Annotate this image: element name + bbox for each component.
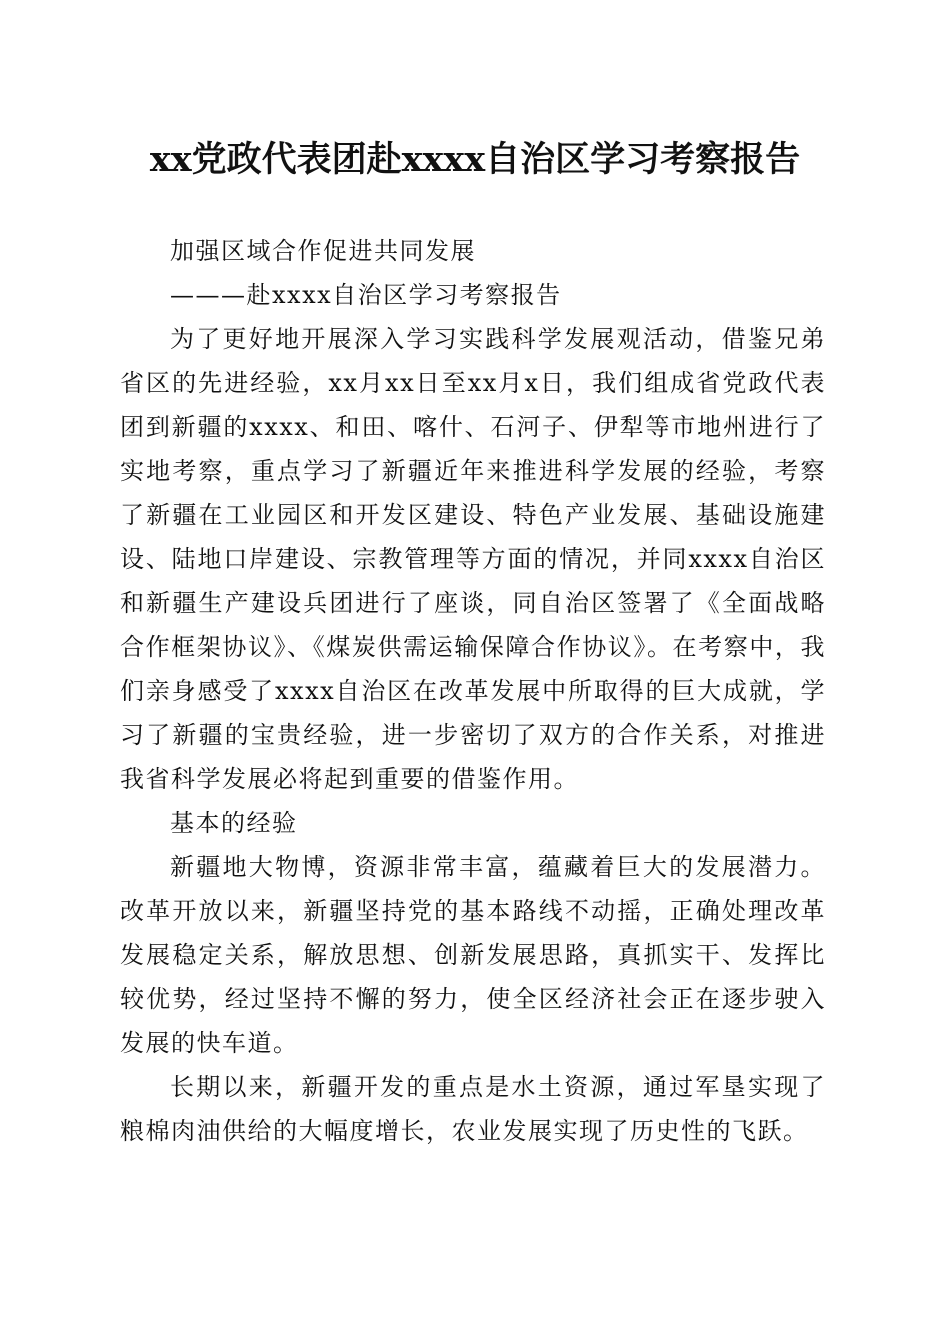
paragraph-intro: 为了更好地开展深入学习实践科学发展观活动，借鉴兄弟省区的先进经验，xx月xx日至xx月x日，我们组成省党政代表团到新疆的xxxx、和田、喀什、石河子、伊犁等市地州进行了实地考察，重点学习了新疆近年来推进科学发展的经验，考察了新疆在工业园区和开发区建设、特色产业发展、基础设施建设、陆地口岸建设、宗教管理等方面的情况，并同xxxx自治区和新疆生产建设兵团进行了座谈，同自治区签署了《全面战略合作框架协议》、《煤炭供需运输保障合作协议》。在考察中，我们亲身感受了xxxx自治区在改革发展中所取得的巨大成就，学习了新疆的宝贵经验，进一步密切了双方的合作关系，对推进我省科学发展必将起到重要的借鉴作用。 (120, 325, 826, 793)
subtitle: 加强区域合作促进共同发展 (170, 237, 476, 265)
paragraph-agriculture: 长期以来，新疆开发的重点是水土资源，通过军垦实现了粮棉肉油供给的大幅度增长，农业发展实现了历史性的飞跃。 (120, 1073, 826, 1145)
paragraph-xinjiang-overview: 新疆地大物博，资源非常丰富，蕴藏着巨大的发展潜力。改革开放以来，新疆坚持党的基本路线不动摇，正确处理改革发展稳定关系，解放思想、创新发展思路，真抓实干、发挥比较优势，经过坚持不懈的努力，使全区经济社会正在逐步驶入发展的快车道。 (120, 853, 826, 1057)
subtitle-dash-line: ———赴xxxx自治区学习考察报告 (170, 281, 562, 309)
document-body (120, 229, 826, 1153)
section-heading-basic-experience: 基本的经验 (170, 809, 298, 837)
document-title: xx党政代表团赴xxxx自治区学习考察报告 (149, 139, 801, 180)
